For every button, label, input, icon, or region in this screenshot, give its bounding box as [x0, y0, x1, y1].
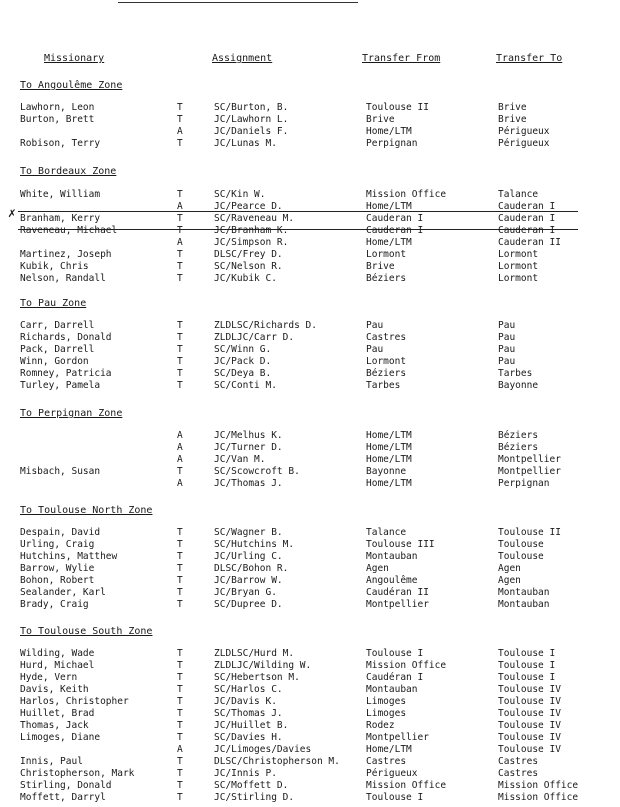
cell-from: Home/LTM: [366, 744, 412, 755]
cell-assignment: SC/Burton, B.: [214, 102, 289, 113]
cell-name: Brady, Craig: [20, 599, 89, 610]
cell-from: Home/LTM: [366, 201, 412, 212]
cell-to: Castres: [498, 756, 539, 767]
cell-name: Carr, Darrell: [20, 320, 95, 331]
table-row: [0, 249, 620, 261]
cell-name: Robison, Terry: [20, 138, 101, 149]
zone-heading: To Perpignan Zone: [20, 408, 123, 419]
table-row: [0, 368, 620, 380]
cell-to: Cauderan I: [498, 225, 556, 236]
cell-name: Sealander, Karl: [20, 587, 106, 598]
table-row: [0, 575, 620, 587]
cell-from: Angoulême: [366, 575, 418, 586]
table-row: [0, 660, 620, 672]
cell-type: T: [177, 466, 183, 477]
cell-type: T: [177, 380, 183, 391]
cell-to: Pau: [498, 356, 516, 367]
cell-from: Mission Office: [366, 780, 447, 791]
cell-type: T: [177, 225, 183, 236]
cell-assignment: SC/Raveneau M.: [214, 213, 295, 224]
cell-from: Cauderan I: [366, 213, 424, 224]
cell-from: Pau: [366, 320, 384, 331]
cell-to: Toulouse IV: [498, 720, 561, 731]
cell-to: Périgueux: [498, 126, 550, 137]
cell-assignment: JC/Pearce D.: [214, 201, 283, 212]
header-transfer-to: Transfer To: [496, 53, 563, 64]
table-row: [0, 756, 620, 768]
cell-name: Stirling, Donald: [20, 780, 112, 791]
cell-assignment: SC/Hebertson M.: [214, 672, 300, 683]
cell-from: Brive: [366, 261, 395, 272]
cell-from: Agen: [366, 563, 389, 574]
table-row: [0, 587, 620, 599]
table-row: [0, 273, 620, 285]
cell-to: Toulouse IV: [498, 732, 561, 743]
cell-type: T: [177, 539, 183, 550]
cell-type: A: [177, 478, 183, 489]
table-row: [0, 237, 620, 249]
table-row: [0, 768, 620, 780]
cell-name: Hyde, Vern: [20, 672, 78, 683]
cell-from: Castres: [366, 756, 407, 767]
table-row: [0, 189, 620, 201]
zone-heading: To Angoulême Zone: [20, 80, 123, 91]
cell-to: Mission Office: [498, 792, 579, 803]
cell-to: Toulouse: [498, 539, 544, 550]
cell-to: Béziers: [498, 442, 539, 453]
cell-assignment: SC/Conti M.: [214, 380, 277, 391]
table-row: [0, 599, 620, 611]
cell-assignment: JC/Huillet B.: [214, 720, 289, 731]
cell-to: Perpignan: [498, 478, 550, 489]
cell-from: Mission Office: [366, 660, 447, 671]
cell-type: A: [177, 201, 183, 212]
cell-assignment: JC/Pack D.: [214, 356, 272, 367]
cell-name: Pack, Darrell: [20, 344, 95, 355]
cell-assignment: JC/Davis K.: [214, 696, 277, 707]
table-row: [0, 563, 620, 575]
cell-from: Home/LTM: [366, 430, 412, 441]
cell-to: Mission Office: [498, 780, 579, 791]
table-row: [0, 454, 620, 466]
table-row: [0, 684, 620, 696]
cell-type: T: [177, 273, 183, 284]
cell-from: Lormont: [366, 249, 407, 260]
cell-type: T: [177, 708, 183, 719]
cell-from: Toulouse I: [366, 792, 424, 803]
cell-type: A: [177, 454, 183, 465]
cell-type: T: [177, 768, 183, 779]
cell-from: Home/LTM: [366, 454, 412, 465]
cell-type: T: [177, 780, 183, 791]
table-row: [0, 114, 620, 126]
cell-from: Talance: [366, 527, 407, 538]
cell-to: Pau: [498, 332, 516, 343]
cell-assignment: DLSC/Bohon R.: [214, 563, 289, 574]
cell-type: A: [177, 237, 183, 248]
cell-type: A: [177, 442, 183, 453]
cell-assignment: JC/Thomas J.: [214, 478, 283, 489]
cell-to: Agen: [498, 575, 521, 586]
cell-to: Lormont: [498, 249, 539, 260]
zone-heading: To Bordeaux Zone: [20, 166, 117, 177]
cell-to: Brive: [498, 114, 527, 125]
cell-name: Moffett, Darryl: [20, 792, 106, 803]
cell-from: Caudéran I: [366, 672, 424, 683]
cell-type: A: [177, 744, 183, 755]
table-row: [0, 430, 620, 442]
cell-type: T: [177, 249, 183, 260]
table-row: [0, 332, 620, 344]
cell-from: Béziers: [366, 368, 407, 379]
cell-type: T: [177, 575, 183, 586]
zone-heading: To Toulouse South Zone: [20, 626, 153, 637]
cell-assignment: JC/Branham K.: [214, 225, 289, 236]
cell-from: Bayonne: [366, 466, 407, 477]
cell-type: T: [177, 563, 183, 574]
cell-assignment: SC/Winn G.: [214, 344, 272, 355]
table-row: [0, 744, 620, 756]
table-row: [0, 551, 620, 563]
cell-type: T: [177, 672, 183, 683]
table-row: [0, 720, 620, 732]
cell-type: T: [177, 648, 183, 659]
table-row: [0, 696, 620, 708]
cell-name: Turley, Pamela: [20, 380, 101, 391]
cell-name: Harlos, Christopher: [20, 696, 129, 707]
cell-type: T: [177, 138, 183, 149]
cell-from: Mission Office: [366, 189, 447, 200]
table-row: [0, 672, 620, 684]
table-row: [0, 380, 620, 392]
cell-from: Toulouse II: [366, 102, 429, 113]
cell-type: T: [177, 213, 183, 224]
cell-name: Kubik, Chris: [20, 261, 89, 272]
cell-from: Béziers: [366, 273, 407, 284]
cell-assignment: JC/Daniels F.: [214, 126, 289, 137]
cell-assignment: JC/Lawhorn L.: [214, 114, 289, 125]
cell-name: Wilding, Wade: [20, 648, 95, 659]
cell-from: Home/LTM: [366, 237, 412, 248]
cell-type: T: [177, 792, 183, 803]
cell-name: Burton, Brett: [20, 114, 95, 125]
cell-type: T: [177, 114, 183, 125]
cell-name: Lawhorn, Leon: [20, 102, 95, 113]
table-row: [0, 102, 620, 114]
cell-assignment: JC/Barrow W.: [214, 575, 283, 586]
table-row: [0, 732, 620, 744]
cell-to: Toulouse I: [498, 660, 556, 671]
table-row: [0, 261, 620, 273]
cell-assignment: JC/Urling C.: [214, 551, 283, 562]
cell-from: Cauderan I: [366, 225, 424, 236]
cell-to: Agen: [498, 563, 521, 574]
cell-to: Cauderan I: [498, 201, 556, 212]
table-row: [0, 201, 620, 213]
table-row: [0, 344, 620, 356]
table-row: [0, 792, 620, 804]
cell-to: Toulouse IV: [498, 696, 561, 707]
cell-name: Innis, Paul: [20, 756, 83, 767]
cell-assignment: SC/Deya B.: [214, 368, 272, 379]
cell-assignment: SC/Dupree D.: [214, 599, 283, 610]
cell-assignment: JC/Kubik C.: [214, 273, 277, 284]
cell-to: Bayonne: [498, 380, 539, 391]
header-missionary: Missionary: [44, 53, 105, 64]
cell-assignment: JC/Bryan G.: [214, 587, 277, 598]
cell-assignment: JC/Innis P.: [214, 768, 277, 779]
cell-assignment: JC/Lunas M.: [214, 138, 277, 149]
cell-name: Barrow, Wylie: [20, 563, 95, 574]
table-row: [0, 478, 620, 490]
top-rule: [118, 2, 358, 3]
cell-name: Misbach, Susan: [20, 466, 101, 477]
cell-name: Hutchins, Matthew: [20, 551, 118, 562]
table-row: [0, 126, 620, 138]
cell-assignment: SC/Moffett D.: [214, 780, 289, 791]
cell-from: Lormont: [366, 356, 407, 367]
cell-name: Davis, Keith: [20, 684, 89, 695]
cell-type: A: [177, 126, 183, 137]
table-row: [0, 213, 620, 225]
header-transfer-from: Transfer From: [362, 53, 441, 64]
cell-type: T: [177, 102, 183, 113]
cell-name: Winn, Gordon: [20, 356, 89, 367]
cell-assignment: SC/Thomas J.: [214, 708, 283, 719]
cell-type: T: [177, 261, 183, 272]
cell-to: Montpellier: [498, 454, 561, 465]
cell-to: Pau: [498, 344, 516, 355]
cell-assignment: DLSC/Christopherson M.: [214, 756, 340, 767]
cell-from: Brive: [366, 114, 395, 125]
cell-to: Cauderan I: [498, 213, 556, 224]
cell-assignment: ZLDLJC/Carr D.: [214, 332, 295, 343]
cell-type: T: [177, 356, 183, 367]
cell-type: T: [177, 756, 183, 767]
table-row: [0, 708, 620, 720]
cell-from: Montpellier: [366, 599, 429, 610]
cell-name: Romney, Patricia: [20, 368, 112, 379]
cell-assignment: SC/Davies H.: [214, 732, 283, 743]
cell-to: Montpellier: [498, 466, 561, 477]
cell-type: T: [177, 368, 183, 379]
cell-assignment: JC/Limoges/Davies: [214, 744, 312, 755]
cell-to: Toulouse IV: [498, 708, 561, 719]
cell-type: T: [177, 684, 183, 695]
cell-to: Lormont: [498, 273, 539, 284]
cell-to: Béziers: [498, 430, 539, 441]
cell-to: Toulouse I: [498, 648, 556, 659]
cell-assignment: ZLDLSC/Richards D.: [214, 320, 317, 331]
cell-to: Toulouse IV: [498, 744, 561, 755]
cell-from: Home/LTM: [366, 478, 412, 489]
cell-type: T: [177, 332, 183, 343]
cell-type: T: [177, 527, 183, 538]
cell-from: Montauban: [366, 551, 418, 562]
cell-to: Toulouse II: [498, 527, 561, 538]
cell-to: Toulouse I: [498, 672, 556, 683]
cell-type: T: [177, 189, 183, 200]
cell-from: Limoges: [366, 696, 407, 707]
cell-name: Thomas, Jack: [20, 720, 89, 731]
table-row: [0, 539, 620, 551]
cell-type: T: [177, 587, 183, 598]
table-row: [0, 320, 620, 332]
cell-from: Rodez: [366, 720, 395, 731]
cell-from: Périgueux: [366, 768, 418, 779]
cell-assignment: ZLDLJC/Wilding W.: [214, 660, 312, 671]
header-assignment: Assignment: [212, 53, 273, 64]
cell-to: Toulouse IV: [498, 684, 561, 695]
zone-heading: To Toulouse North Zone: [20, 505, 153, 516]
cell-assignment: DLSC/Frey D.: [214, 249, 283, 260]
cell-name: Christopherson, Mark: [20, 768, 135, 779]
table-row: [0, 648, 620, 660]
table-row: [0, 225, 620, 237]
cell-name: Hurd, Michael: [20, 660, 95, 671]
cell-to: Cauderan II: [498, 237, 561, 248]
table-row: [0, 442, 620, 454]
cell-name: Nelson, Randall: [20, 273, 106, 284]
cell-from: Castres: [366, 332, 407, 343]
cell-to: Castres: [498, 768, 539, 779]
table-row: [0, 527, 620, 539]
cell-name: Martinez, Joseph: [20, 249, 112, 260]
cell-from: Toulouse I: [366, 648, 424, 659]
cell-assignment: JC/Stirling D.: [214, 792, 295, 803]
table-row: [0, 466, 620, 478]
cell-from: Caudéran II: [366, 587, 429, 598]
cell-to: Talance: [498, 189, 539, 200]
cell-assignment: JC/Melhus K.: [214, 430, 283, 441]
cell-name: Branham, Kerry: [20, 213, 101, 224]
table-row: [0, 780, 620, 792]
cell-to: Brive: [498, 102, 527, 113]
cell-to: Pau: [498, 320, 516, 331]
cell-type: A: [177, 430, 183, 441]
cell-from: Home/LTM: [366, 126, 412, 137]
cell-type: T: [177, 344, 183, 355]
cell-assignment: ZLDLSC/Hurd M.: [214, 648, 295, 659]
cell-to: Montauban: [498, 587, 550, 598]
cell-assignment: JC/Turner D.: [214, 442, 283, 453]
cell-assignment: SC/Scowcroft B.: [214, 466, 300, 477]
cell-name: Raveneau, Michael: [20, 225, 118, 236]
cell-name: Richards, Donald: [20, 332, 112, 343]
cell-from: Montpellier: [366, 732, 429, 743]
cell-assignment: SC/Kin W.: [214, 189, 266, 200]
cell-to: Périgueux: [498, 138, 550, 149]
cell-assignment: SC/Nelson R.: [214, 261, 283, 272]
cell-assignment: SC/Hutchins M.: [214, 539, 295, 550]
cell-type: T: [177, 696, 183, 707]
cell-assignment: SC/Harlos C.: [214, 684, 283, 695]
cell-from: Montauban: [366, 684, 418, 695]
cell-to: Lormont: [498, 261, 539, 272]
table-row: [0, 356, 620, 368]
cell-from: Perpignan: [366, 138, 418, 149]
cell-type: T: [177, 551, 183, 562]
cell-type: T: [177, 732, 183, 743]
cell-type: T: [177, 660, 183, 671]
cell-from: Pau: [366, 344, 384, 355]
cell-name: Bohon, Robert: [20, 575, 95, 586]
cell-assignment: SC/Wagner B.: [214, 527, 283, 538]
cell-from: Toulouse III: [366, 539, 435, 550]
cell-to: Tarbes: [498, 368, 533, 379]
cell-name: White, William: [20, 189, 101, 200]
cell-name: Urling, Craig: [20, 539, 95, 550]
table-row: [0, 138, 620, 150]
cell-name: Huillet, Brad: [20, 708, 95, 719]
hand-x-mark: ✗: [8, 206, 16, 221]
cell-to: Toulouse: [498, 551, 544, 562]
cell-from: Limoges: [366, 708, 407, 719]
cell-to: Montauban: [498, 599, 550, 610]
cell-name: Despain, David: [20, 527, 101, 538]
cell-assignment: JC/Simpson R.: [214, 237, 289, 248]
zone-heading: To Pau Zone: [20, 298, 87, 309]
cell-from: Tarbes: [366, 380, 401, 391]
cell-assignment: JC/Van M.: [214, 454, 266, 465]
cell-name: Limoges, Diane: [20, 732, 101, 743]
cell-type: T: [177, 320, 183, 331]
cell-type: T: [177, 599, 183, 610]
cell-type: T: [177, 720, 183, 731]
cell-from: Home/LTM: [366, 442, 412, 453]
